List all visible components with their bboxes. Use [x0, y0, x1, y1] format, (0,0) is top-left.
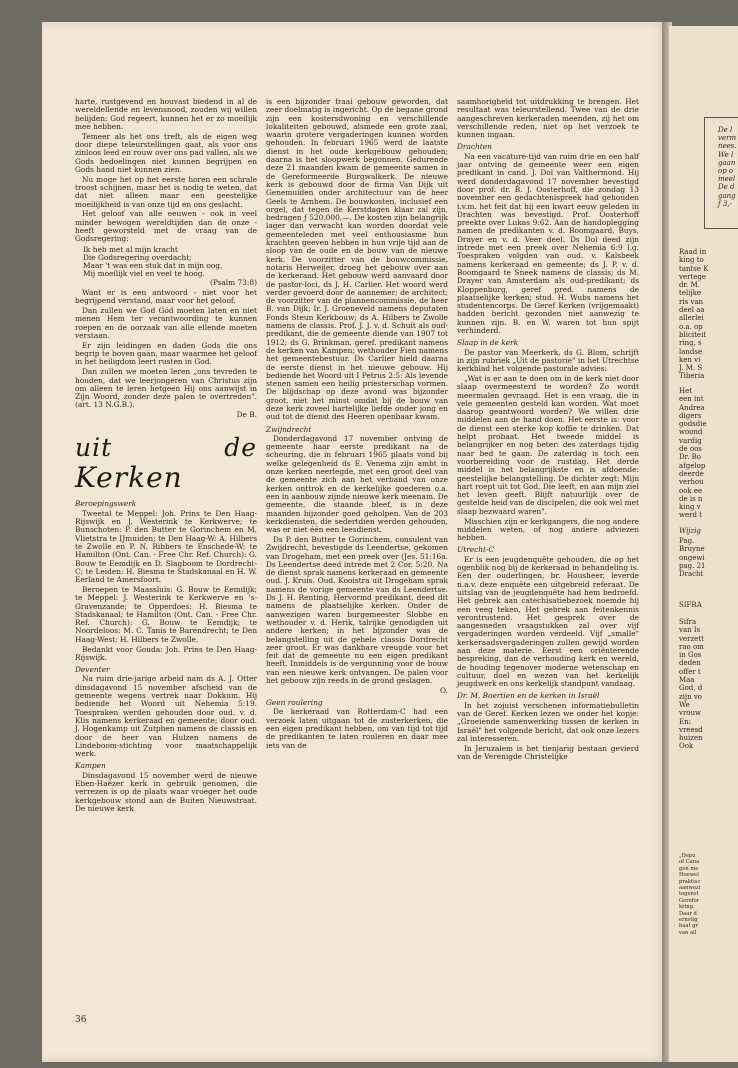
psalm-quote — [83, 246, 257, 287]
poem-line: Mij moeilijk viel en veel te hoog. — [83, 269, 205, 279]
box-line: op o — [718, 167, 734, 176]
paragraph: Tweetal te Meppel: Joh. Prins te Den Haag-Rijswijk en J. Westerink te Kerkwerve; te Bunschoten: P. den Butter te Gorinchem en M. Vlietstra te IJmuiden; te Den Haag-W: A. Hilbers te Zwolle en P. N. Ribbers te Enschede-W; te Hamilton (Ont. Can. - Free Chr. Ref. Church): G. Bouw te Eemdijk en D. Slagboom te Dordrecht-C; te Leiden: H. Biesma te Stadskanaal en H. W. Eerland te Amersfoort. — [75, 508, 257, 585]
text-line: ook ee — [679, 486, 703, 495]
poem-line: Ik heb met al mijn kracht — [83, 244, 178, 254]
text-line: landse — [679, 347, 703, 356]
text-line: vreesd — [679, 725, 703, 734]
text-line: Dr. Bo — [679, 453, 701, 462]
text-line: gen me — [679, 865, 699, 872]
text-line: Bruyne — [679, 545, 705, 554]
heading-prefix: uit de — [75, 433, 257, 463]
paragraph: Bedankt voor Gouda: Joh. Prins te Den Haag-Rijswijk. — [75, 644, 257, 662]
paragraph: Dan zullen we moeten leren „ons tevreden te houden, dat we leerjongeren van Christus zijn om alleen te leren hetgeen Hij ons aanwijst in Zijn Woord, zonder deze palen te overtreden". (art. 13 N.G.B.). — [75, 367, 257, 410]
poem-line: Maar 't was een stuk dat in mijn oog, — [83, 261, 223, 271]
text-line: Sifra — [679, 618, 697, 626]
right-page-text-b — [679, 387, 707, 520]
paragraph: Het geloof van alle eeuwen - ook in veel minder bewogen wereldtijden dan de onze - heeft geworsteld met de vraag van de Godsregering: — [75, 209, 257, 244]
subsection-title: Beroepingswerk — [75, 499, 137, 509]
text-line: J. M. S — [679, 364, 703, 373]
text-line: „Depu — [679, 853, 696, 859]
paragraph: Temeer als het ons treft, als de eigen weg door diepe teleurstellingen gaat, als voor ons zinloos leed en rouw over ons pad vallen, als we Gods bedoelingen niet kunnen begrijpen en Gods hand niet kunnen zien. — [75, 131, 257, 174]
subsection-title: Zwijndrecht — [266, 424, 312, 434]
text-line: Andrea — [679, 403, 705, 412]
paragraph: saamhorigheid tot uitdrukking te brengen. Het resultaat was teleurstellend. Twee van de drie aangeschreven kerkeraden meenden, zij het om verschillende reden, niet op het verzoek te kunnen ingaan. — [457, 97, 639, 140]
paragraph: „Wat is er aan te doen om in de kerk niet door slaap overmeesterd te worden? Zo wordt meermalen gevraagd. Het is een vraag, die in vele gemeenten gesteld kan worden. Wat moet daarop geantwoord worden? We willen drie middelen aan de hand doen. Het eerste is: voor de dienst een sterke kop koffie te drinken. Dat helpt probaat. Het tweede middel is belangrijker en nog beter: des zaterdags tijdig naar bed te gaan. De zaterdag is toch een voorbereiding voor de rustdag. Het derde middel is het belangrijkste en is afdoende: geestelijke belangstelling. De dichter zegt: Mijn hart roept uit tot God, Die leeft, en aan mijn ziel het leven geeft. Blijft natuurlijk over de gestelde heid van de discipelen, die ook wel met slaap bezwaard waren". — [457, 374, 639, 516]
text-line: ris van — [679, 297, 704, 306]
heading-word: Kerken — [75, 461, 183, 495]
text-line: de oos — [679, 445, 702, 454]
text-line: vertege — [679, 272, 707, 281]
paragraph: harte, rustgevend en houvast biedend in al de wereldellende en levensnood, zouden wij willen belijden: God regeert, kunnen het er zo moeilijk mee hebben. — [75, 97, 257, 131]
author-signature: De B. — [236, 410, 257, 420]
text-line: bliciteit — [679, 330, 707, 339]
text-line: tegenst — [679, 891, 699, 898]
text-line: Daar d — [679, 910, 697, 917]
box-line: meel — [718, 175, 736, 184]
paragraph: De pastor van Meerkerk, ds G. Blom, schrijft in zijn rubriek „Uit de pastorie" in het Utrechtse kerkblad het volgende pastorale advies: — [457, 347, 639, 374]
text-line: pag. 21 — [679, 561, 706, 570]
paragraph: In het zojuist verschenen informatiebulletin van de Geref. Kerken lezen we onder het kopje: „Groeiende samenwerking tussen de kerken in Israël" het volgende bericht, dat ook onze lezers zal interesseren. — [457, 700, 639, 743]
text-line: telijke — [679, 289, 701, 298]
subsection-title: Slaap in de kerk — [457, 338, 519, 348]
right-page-subtitle: SIFRA — [679, 601, 702, 609]
paragraph: Want er is een antwoord - niet voor het begrijpend verstand, maar voor het geloof. — [75, 288, 257, 306]
box-line: We l — [718, 150, 734, 159]
text-line: Dracht — [679, 570, 704, 579]
text-line: aanwezi — [679, 885, 701, 892]
author-signature: O. — [440, 685, 448, 695]
paragraph: Dan zullen we God Gód moeten laten en niet menen Hem ter verantwoording te kunnen roepen en de oorzaak van alle ellende moeten verstaan. — [75, 306, 257, 341]
section-heading — [75, 433, 257, 494]
text-line: godsdie — [679, 420, 707, 429]
text-line: verhou — [679, 478, 704, 487]
text-line: vardig — [679, 436, 702, 445]
paragraph: Ds P. den Butter te Gorinchem, consulent van Zwijdrecht, bevestigde ds Leendertse, gekomen van Drogeham, met een preek over (Jes. 51:16a. Ds Leendertse deed intrede met 2 Cor. 5:20. Na de dienst sprak namens kerkeraad en gemeente oud. J. Kruis. Oud. Kooistra uit Drogeham sprak namens de vorige gemeente van ds Leendertse. Ds J. H. Renting, Hervormd predikant, deed dit namens de plaatselijke kerken. Onder de aanwezigen waren burgemeester Slobbe en wethouder v. d. Herik, talrijke genodigden uit andere kerken; in het bijzonder was de belangstelling uit de gehele classis Dordrecht zeer groot. Er was dankbare vreugde voor het feit dat de gemeente nu een eigen predikant heeft. Inmiddels is de vergunning voor de bouw van een nieuwe kerk ontvangen. De palen voor het gebouw zijn reeds in de grond geslagen. — [266, 534, 448, 685]
box-line: verm — [718, 134, 737, 143]
text-line: afgelop — [679, 461, 706, 470]
subsection-title: Deventer — [75, 665, 110, 675]
text-line: Hoewel — [679, 872, 699, 879]
text-line: in Gos — [679, 651, 702, 660]
right-page-subtitle: Wijzig — [679, 527, 701, 535]
text-line: deerde — [679, 469, 704, 478]
paragraph: is een bijzonder fraai gebouw geworden, dat zeer doelmatig is ingericht. Op de begane grond zijn een kostersdwoning en verschillende lokaliteiten gebouwd, alsmede een grote zaal, waarin grotere vergaderingen kunnen worden gehouden. In februari 1965 werd de laatste dienst in het oude kerkgebouw gehouden; daarna is het sloopwerk begonnen. Gedurende deze 21 maanden kwam de gemeente samen in de Gereformeerde Burgwalkerk. De nieuwe kerk is gebouwd door de firma Van Dijk uit Genemuiden onder architectuur van de heer Geels te Arnhem. De bouwkosten, inclusief een orgel, dat tegen de Kerstdagen klaar zal zijn, bedragen ƒ 520.000,—. De kosten zijn belangrijk lager dan verwacht kan worden doordat vele gemeenteleden met veel enthousiasme hun krachten geeven hebben in hun vrije tijd aan de sloop van de oude en de bouw van de nieuwe kerk. De voorzitter van de bouwcommissie, notaris Herweijer, droeg het gebouw over aan de kerkeraad. Het gebouw werd aanvaard door de pastor-loci, ds J. H. Carlier. Het woord werd verder gevoerd door de aannemer; de architect; de voorzitter van de plannencommissie, de heer B. van Dijk; Ir. J. Groeneveld namens deputaten Fonds Steun Kerkbouw; ds A. Hilbers te Zwolle namens de classis. Prof. J. J. v. d. Schuit als oud-predikant, die de gemeente diende van 1907 tot 1912; ds G. Brinkman, geref. predikant namens de kerken van Kampen; wethouder Fien namens het gemeentebestuur. Ds Carlier hield daarna de eerste dienst in het nieuwe gebouw. Hij bediende het Woord uit I Petrus 2:5: Als levende stenen samen een heilig priesterschap vormen. De blijdschap op deze avond was bijzonder groot, niet het minst omdat bij de bouw van deze kerk zoveel hartelijke liefde onder jong en oud tot de dienst des Heeren openbaar kwam. — [266, 97, 448, 422]
text-line: van Is — [679, 626, 701, 635]
paragraph: Misschien zijn er kerkgangers, die nog andere middelen weten, of nog andere adviezen hebben. — [457, 516, 639, 543]
text-line: dr. M. — [679, 281, 700, 290]
text-line: We — [679, 700, 690, 709]
box-line: De d — [718, 183, 735, 192]
paragraph: Er is een jeugdenquête gehouden, die op het ogenblik nog bij de kerkeraad in behandeling is. Een der ouderlingen, br. Housheer, leverde n.a.v. deze enquête een uitgebreid referaat. De uitslag van de jeugdenquête had hem bedroefd. Het gebrek aan catechisatiebezoek noemde hij een veeg teken. Het gebrek aan feitenkennis verontrustend. Het gesprek over de aangesneden vraagstukken zal over vijf vergaderingen worden verdeeld. Vijf „smalle" kerkeraadsvergaderingen zullen gewijd worden aan deze materie. Eerst een oriënterende bespreking, dan de verhouding kerk en wereld, de houding tegenover moderne wetenschap en cultuur, doel en wezen van het kerkelijk jeugdwerk en ons kerkelijk standpunt vandaag. — [457, 554, 639, 689]
text-line: zijn vo — [679, 692, 702, 701]
box-line: De l — [718, 126, 733, 134]
text-line: deel aa — [679, 306, 705, 315]
paragraph: Donderdagavond 17 november ontving de gemeente haar eerste predikant na de scheuring, die in februari 1965 plaats vond bij welke gelegenheid ds E. Venema zijn ambt in onze kerken neerlegde, met een groot deel van de gemeente zich aan het verband van onze kerken onttrok en de kerkelijke goederen o.a. een in aanbouw zijnde nieuwe kerk meenam. De gemeente, die staande bleef, is in deze maanden bijzonder goed geholpen. Van de 203 kerkdiensten, die sedertdien werden gehouden, was er niet één een leesdienst. — [266, 433, 448, 535]
right-page-text-c — [679, 537, 706, 578]
right-page-text-a — [679, 248, 709, 381]
text-line: deden — [679, 659, 701, 668]
text-line: woond — [679, 428, 703, 437]
text-line: Maa — [679, 676, 695, 685]
column-1 — [75, 98, 257, 815]
box-line: gang — [718, 191, 736, 200]
paragraph: Na een vacature-tijd van ruim drie en een half jaar ontving de gemeente weer een eigen predikant in cand. J. Dol van Valthermond. Hij werd donderdagavond 17 november bevestigd door prof. dr. B. J. Oosterhoff, die zondag 13 november een gedachtenispreek had gehouden i.v.m. het feit dat hij een kwart eeuw geleden in Drachten was bevestigd. Prof. Oosterhoff preekte over Lukas 9:62. Aan de handoplegging namen de predikanten v. d. Boomgaard, Buys, Drayer en v. d. Veer deel. Ds Dol deed zijn intrede met een preek over Nehemia 6:9 l.g. Toespraken volgden van oud. v. Kalsbeek namens kerkeraad en gemeente; ds J. P. v. d. Boomgaard te Sneek namens de classis; ds M. Drayer van Amsterdam als oud-predikant; ds Kloppenburg, geref pred. namens de plaatselijke kerken; stud. H. Wubs namens het studentencorps. De Geref Kerken (vrijgemaakt) hadden bericht gezonden niet aanwezig te kunnen zijn. B. en W. waren tot hun spijt verhinderd. — [457, 151, 639, 336]
text-line: vrouw — [679, 709, 702, 718]
box-line: nees. — [718, 142, 737, 151]
subsection-title: Drachten — [457, 142, 492, 152]
box-line: gaan — [718, 158, 736, 167]
text-line: ken vi — [679, 355, 701, 364]
text-line: Gerefor — [679, 897, 700, 904]
text-line: Ook — [679, 742, 694, 751]
paragraph: Nu moge het op het eerste horen een schrale troost schijnen, maar het is nodig te weten, dat dat niet alleen maar een geestelijke moeilijkheid is van onze tijd en ons geslacht. — [75, 174, 257, 209]
column-2 — [266, 98, 448, 751]
text-line: Pag. — [679, 537, 695, 545]
subsection-title: Geen roulering — [266, 698, 323, 708]
text-line: ernstig — [679, 917, 698, 924]
text-line: o.a. op — [679, 322, 703, 331]
poem-line: Die Godsregering overdacht; — [83, 252, 192, 262]
box-line: ƒ 3,- — [718, 199, 732, 208]
paragraph: Na ruim drie-jarige arbeid nam ds A. J. Otter dinsdagavond 15 november afscheid van de gemeente wegens vertrek naar Dokkum. Hij bediende het Woord uit Nehemia 5:19. Toespraken werden gehouden door oud. v. d. Klis namens kerkeraad en gemeente; door oud. J. Hogenkamp uit Zutphen namens de classis en door de heer van Hulzen namens de Lindeboom-stichting voor maatschappelijk werk. — [75, 674, 257, 759]
text-line: tantse K — [679, 264, 709, 273]
subsection-title: Dr. M. Boertien en de kerken in Israël — [457, 691, 600, 701]
paragraph: Dinsdagavond 15 november werd de nieuwe Eben-Haëzer kerk in gebruik genomen, die verrezen is op de plaats waar vroeger het oude kerkgebouw stond aan de Buiten Nieuwstraat. De nieuwe kerk — [75, 770, 257, 813]
subsection-title: Kampen — [75, 761, 106, 771]
text-line: huizen — [679, 734, 703, 743]
right-page-small-text — [679, 853, 700, 936]
text-line: ongewi — [679, 553, 705, 562]
text-line: king to — [679, 256, 704, 265]
text-line: van all — [679, 929, 697, 936]
psalm-reference: (Psalm 73:8) — [209, 277, 257, 287]
text-line: En: — [679, 717, 691, 726]
text-line: God, d — [679, 684, 703, 693]
right-page-text-d — [679, 618, 704, 751]
text-line: offer t — [679, 667, 701, 676]
text-line: werd t — [679, 511, 702, 520]
text-line: allerlei — [679, 314, 704, 323]
paragraph: Er zijn leidingen en daden Gods die ons begrip te boven gaan, maar waarmee het geloof in het heiligdom leert rusten in God. — [75, 340, 257, 367]
text-line: verzett — [679, 634, 704, 643]
text-line: een int — [679, 395, 704, 404]
text-line: digers — [679, 411, 702, 420]
paragraph: De kerkeraad van Rotterdam-C had een verzoek laten uitgaan tot de zusterkerken, die een eigen predikant hebben, om van tijd tot tijd de predikanten te laten rouleren en daar mee iets van de — [266, 707, 448, 750]
text-line: kring. — [679, 904, 695, 911]
text-line: rao om — [679, 642, 704, 651]
right-page-box-text — [718, 126, 737, 208]
text-line: baat gr — [679, 923, 699, 930]
text-line: Raad in — [679, 248, 707, 256]
paragraph: Beroepen te Maassluis: G. Bouw te Eemdijk; te Meppel: J. Westerink te Kerkwerve en 's-Gravenzande; te Opperdoes: H. Biesma te Stadskanaal; te Hamilton (Ont. Can. - Free Chr. Ref. Church): G. Bouw te Eemdijk; te Noordeloos: M. C. Tanis te Barendrecht; te Den Haag-West: H. Hilbers te Zwolle. — [75, 584, 257, 644]
text-line: Het — [679, 387, 693, 395]
text-line: de is n — [679, 494, 703, 503]
text-line: king v — [679, 503, 701, 512]
text-line: of Cana — [679, 859, 700, 866]
text-line: praktisc — [679, 878, 701, 885]
subsection-title: Utrecht-C — [457, 545, 495, 555]
column-3 — [457, 98, 639, 763]
text-line: ring, s — [679, 339, 702, 348]
page-number: 36 — [75, 1015, 87, 1025]
paragraph: In Jeruzalem is het tienjarig bestaan gevierd van de Verenigde Christelijke — [457, 743, 639, 762]
text-line: Tiberia — [679, 372, 705, 381]
